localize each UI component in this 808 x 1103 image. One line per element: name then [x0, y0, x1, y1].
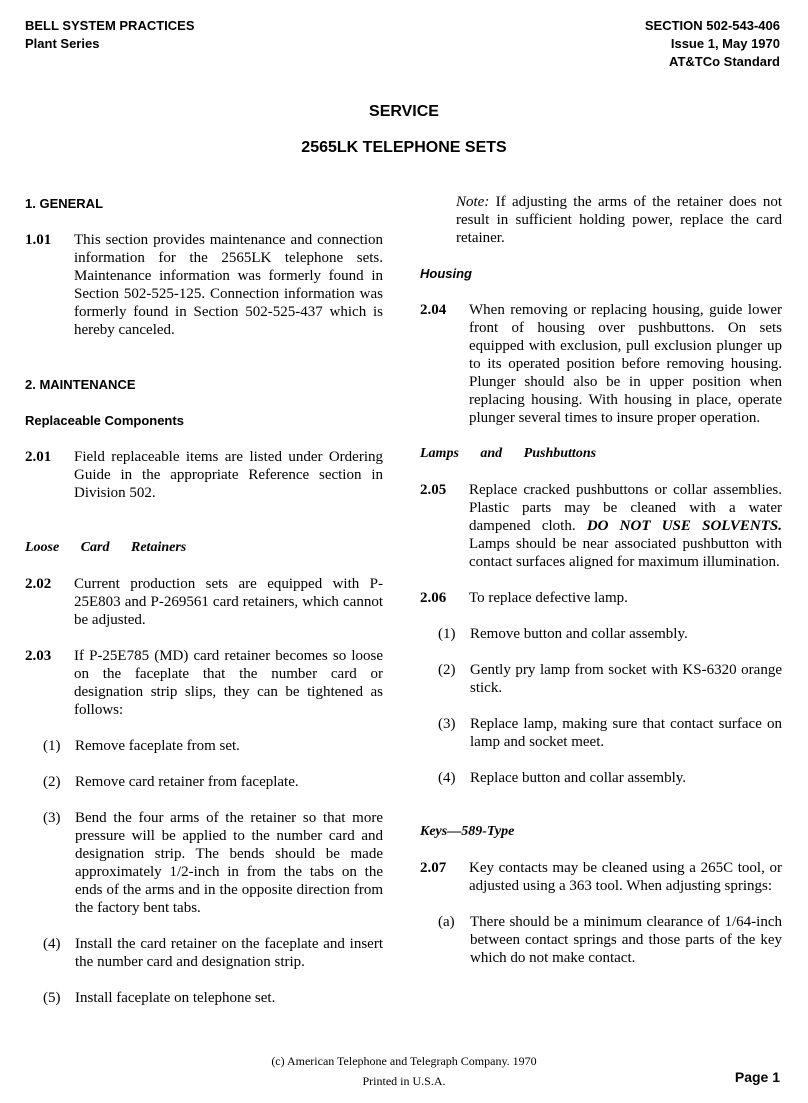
note — [456, 193, 782, 247]
header-practices: BELL SYSTEM PRACTICES — [25, 18, 195, 33]
keys-heading: Keys—589-Type — [420, 824, 515, 839]
paragraph-2-01 — [25, 448, 383, 502]
step-text: Bend the four arms of the retainer so that more pressure will be applied to the number card and designation strip. The bends should be made approximately 1/2-inch in from the tabs on the ends of the arms and in the opposite direction from the factory bent tabs. — [75, 810, 383, 916]
step-number: (1) — [43, 738, 61, 754]
loose-card-retainers-heading: Loose Card Retainers — [25, 540, 187, 555]
step-number: (2) — [438, 662, 456, 678]
step-text: Remove button and collar assembly. — [470, 626, 688, 642]
paragraph-number: 2.05 — [420, 482, 447, 498]
header-section: SECTION 502-543-406 — [644, 18, 780, 33]
header-series: Plant Series — [25, 36, 100, 51]
paragraph-2-03 — [25, 647, 383, 719]
header-left — [25, 17, 195, 53]
header-issue: Issue 1, May 1970 — [670, 36, 780, 51]
note-label: Note: — [456, 194, 490, 210]
lamp-step-2 — [438, 661, 782, 697]
page-title-sets: 2565LK TELEPHONE SETS — [301, 139, 507, 156]
paragraph-2-07 — [420, 859, 782, 895]
paragraph-number: 2.04 — [420, 302, 447, 318]
key-step-a — [438, 913, 782, 967]
paragraph-2-04 — [420, 301, 782, 427]
right-column — [420, 193, 782, 967]
general-heading: 1. GENERAL — [25, 196, 104, 211]
step-number: (3) — [43, 810, 61, 826]
paragraph-number: 2.03 — [25, 648, 52, 664]
paragraph-text: Field replaceable items are listed under Ordering Guide in the appropriate Reference section in Division 502. — [74, 449, 383, 501]
step-2 — [43, 773, 383, 791]
maintenance-heading: 2. MAINTENANCE — [25, 377, 136, 392]
page-number: Page 1 — [734, 1069, 780, 1085]
step-number: (a) — [438, 914, 455, 930]
lamp-step-4 — [438, 769, 782, 787]
lamps-pushbuttons-heading: Lamps and Pushbuttons — [420, 446, 597, 461]
copyright: (c) American Telephone and Telegraph Company. 1970 — [271, 1054, 537, 1068]
step-text: Install the card retainer on the faceplate and insert the number card and designation strip. — [75, 936, 383, 970]
paragraph-text-a: Replace cracked pushbuttons or collar assemblies. Plastic parts may be cleaned with a water dampened cloth. — [469, 482, 782, 534]
paragraph-2-02 — [25, 575, 383, 629]
paragraph-text: Current production sets are equipped with P-25E803 and P-269561 card retainers, which cannot be adjusted. — [74, 576, 383, 628]
paragraph-2-05 — [420, 481, 782, 571]
step-text: There should be a minimum clearance of 1/64-inch between contact springs and those parts of the key which do not make contact. — [470, 914, 782, 966]
step-number: (1) — [438, 626, 456, 642]
header-right — [645, 17, 780, 71]
header-standard: AT&TCo Standard — [669, 54, 780, 69]
step-text: Replace lamp, making sure that contact surface on lamp and socket meet. — [470, 716, 782, 750]
housing-heading: Housing — [420, 266, 472, 281]
step-number: (4) — [43, 936, 61, 952]
step-number: (2) — [43, 774, 61, 790]
page-title-service: SERVICE — [369, 103, 439, 120]
step-text: Gently pry lamp from socket with KS-6320 orange stick. — [470, 662, 782, 696]
step-number: (4) — [438, 770, 456, 786]
left-column — [25, 195, 383, 1007]
step-3 — [43, 809, 383, 917]
paragraph-text: If P-25E785 (MD) card retainer becomes so loose on the faceplate that the number card or designation strip slips, they can be tightened as follows: — [74, 648, 383, 718]
paragraph-text: To replace defective lamp. — [469, 590, 628, 606]
step-text: Remove card retainer from faceplate. — [75, 774, 299, 790]
step-number: (5) — [43, 990, 61, 1006]
warning-text: DO NOT USE SOLVENTS. — [586, 518, 782, 534]
step-1 — [43, 737, 383, 755]
replaceable-components-heading: Replaceable Components — [25, 413, 184, 428]
paragraph-number: 2.06 — [420, 590, 447, 606]
step-number: (3) — [438, 716, 456, 732]
printed-in: Printed in U.S.A. — [362, 1074, 446, 1088]
step-text: Remove faceplate from set. — [75, 738, 240, 754]
step-4 — [43, 935, 383, 971]
note-text: If adjusting the arms of the retainer does not result in sufficient holding power, replace the card retainer. — [456, 194, 782, 246]
paragraph-number: 2.01 — [25, 449, 52, 465]
step-5 — [43, 989, 383, 1007]
paragraph-2-06 — [420, 589, 782, 607]
paragraph-text: When removing or replacing housing, guide lower front of housing over pushbuttons. On sets equipped with exclusion, pull exclusion plunger up to its operated position before removing housing. Plunger should also be in upper position when replacing housing. With housing in place, operate plunger several times to insure proper operation. — [469, 302, 782, 426]
paragraph-1-01 — [25, 231, 383, 339]
lamp-step-1 — [438, 625, 782, 643]
lamp-step-3 — [438, 715, 782, 751]
paragraph-text-b: Lamps should be near associated pushbutton with contact surfaces aligned for maximum illumination. — [469, 536, 782, 570]
step-text: Replace button and collar assembly. — [470, 770, 687, 786]
paragraph-text: Key contacts may be cleaned using a 265C tool, or adjusted using a 363 tool. When adjusting springs: — [469, 860, 782, 894]
paragraph-number: 2.07 — [420, 860, 447, 876]
footer — [0, 1051, 808, 1091]
paragraph-number: 2.02 — [25, 576, 52, 592]
step-text: Install faceplate on telephone set. — [75, 990, 276, 1006]
paragraph-text: This section provides maintenance and connection information for the 2565LK telephone sets. Maintenance information was formerly found in Section 502-525-125. Connection information was formerly found in Section 502-525-437 which is hereby canceled. — [74, 232, 383, 338]
paragraph-number: 1.01 — [25, 232, 52, 248]
